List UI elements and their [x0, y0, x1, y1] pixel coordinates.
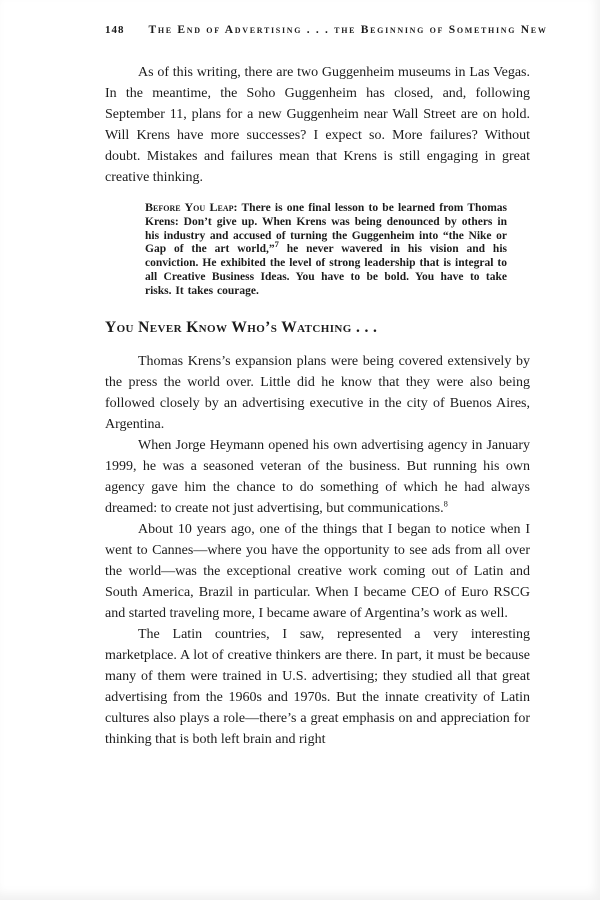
callout-lead: Before You Leap: [145, 200, 238, 214]
running-header-title: The End of Advertising . . . the Beginning of Something New [148, 24, 548, 36]
page-body [105, 62, 530, 750]
callout-text-1: There is one final lesson to be learned from Thomas Krens: Don’t give up. When Krens was being denounced by others in his industry and accused of turning the Guggenheim into “the Nike or Gap of the art world,” [145, 202, 507, 256]
running-header [105, 24, 548, 36]
paragraph-cannes: About 10 years ago, one of the things that I began to notice when I went to Cannes—where you have the opportunity to see ads from all over the world—was the exceptional creative work coming out of Latin and South America, Brazil in particular. When I became CEO of Euro RSCG and started traveling more, I became aware of Argentina’s work as well. [105, 521, 530, 621]
callout-text-2: he never wavered in his vision and his conviction. He exhibited the level of strong leadership that is integral to all Creative Business Ideas. You have to be bold. You have to take risks. It takes courage. [145, 243, 507, 297]
paragraph-latin-countries: The Latin countries, I saw, represented a very interesting marketplace. A lot of creative thinkers are there. In part, it must be because many of them were trained in U.S. advertising; they studied all that great advertising from the 1960s and 1970s. But the innate creativity of Latin cultures also plays a role—there’s a great emphasis on and appreciation for thinking that is both left brain and right [105, 626, 530, 747]
footnote-ref-7: 7 [274, 239, 279, 250]
section-heading: You Never Know Who’s Watching . . . [105, 318, 378, 336]
paragraph-krens-press: Thomas Krens’s expansion plans were being covered extensively by the press the world over. Little did he know that they were also being followed closely by an advertising executive in the city of Buenos Aires, Argentina. [105, 353, 530, 432]
callout-before-you-leap [145, 201, 507, 299]
paragraph-guggenheim: As of this writing, there are two Guggenheim museums in Las Vegas. In the meantime, the Soho Guggenheim has closed, and, following September 11, plans for a new Guggenheim near Wall Street are on hold. Will Krens have more successes? I expect so. More failures? Without doubt. Mistakes and failures mean that Krens is still engaging in great creative thinking. [105, 65, 530, 185]
footnote-ref-8: 8 [443, 497, 448, 508]
paragraph-heymann [105, 435, 530, 519]
paragraph-heymann-text: When Jorge Heymann opened his own advertising agency in January 1999, he was a seasoned veteran of the business. But running his own agency gave him the chance to do something of which he had always dreamed: to create not just advertising, but communications. [105, 437, 530, 516]
page-number: 148 [105, 24, 125, 36]
